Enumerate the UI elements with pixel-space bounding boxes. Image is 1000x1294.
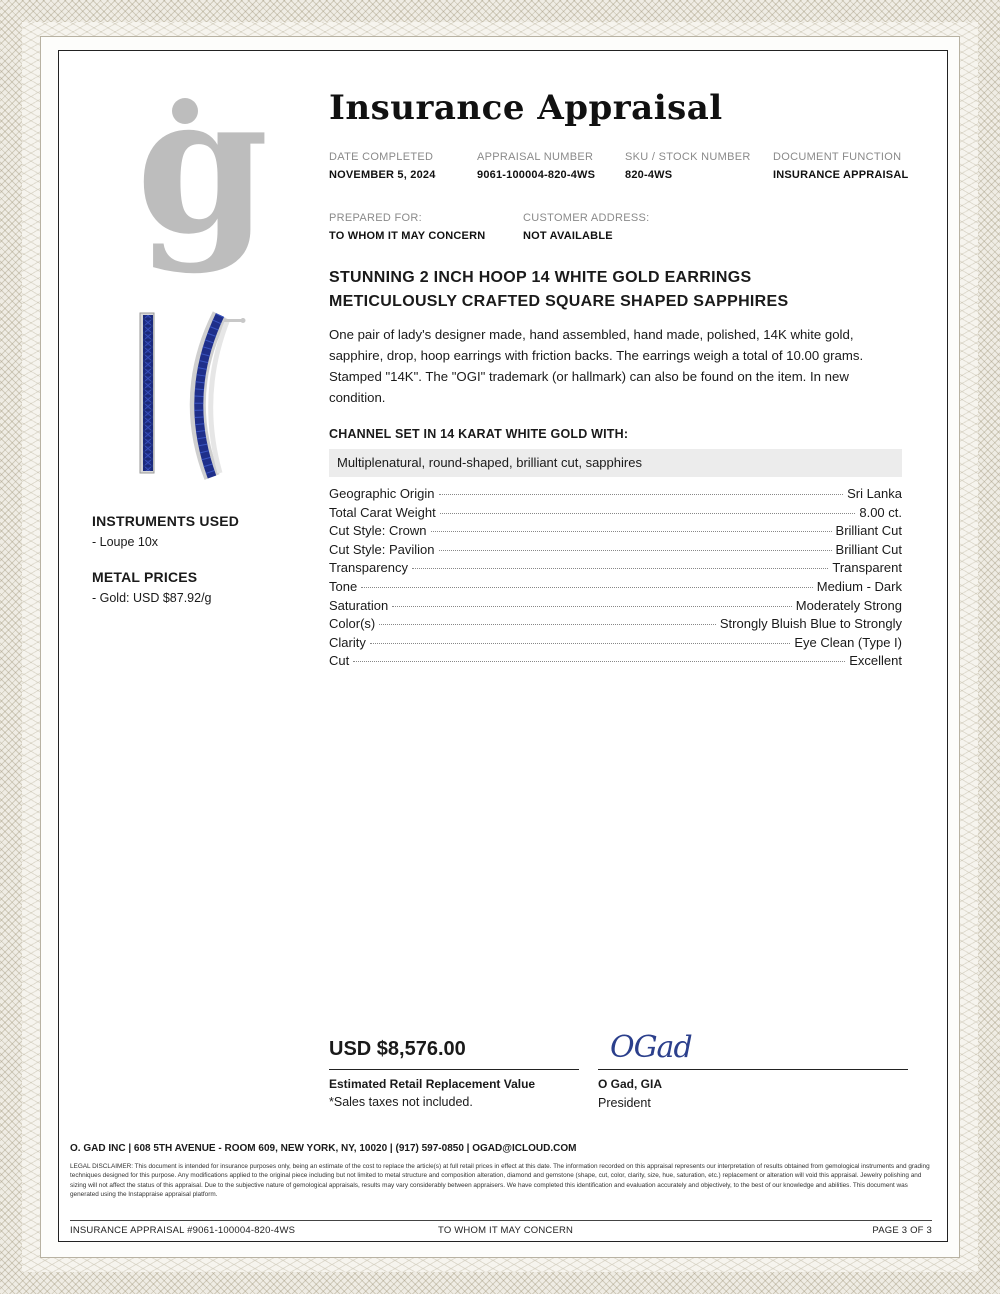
item-description: One pair of lady's designer made, hand assembled, hand made, polished, 14K white gold, sapphire, drop, hoop earrings with friction backs. The earrings weigh a total of 10.00 grams. Stamped "14K". The "OGI" trademark (or hallmark) can also be found on the item. In new condition.	[329, 327, 864, 405]
property-label: Transparency	[329, 560, 408, 576]
meta-label: SKU / STOCK NUMBER	[625, 151, 751, 163]
property-row	[329, 542, 902, 561]
tax-note: *Sales taxes not included.	[329, 1095, 473, 1109]
leader-dots	[353, 661, 845, 662]
signature-line	[598, 1069, 908, 1070]
property-value: Medium - Dark	[816, 578, 902, 594]
property-label: Cut Style: Crown	[329, 523, 427, 539]
stone-summary: Multiplenatural, round-shaped, brilliant cut, sapphires	[329, 449, 902, 477]
property-row	[329, 635, 902, 654]
leader-dots	[370, 643, 791, 644]
item-heading-line-2: METICULOUSLY CRAFTED SQUARE SHAPED SAPPHIRES	[329, 293, 789, 310]
property-label: Color(s)	[329, 616, 376, 632]
instruments-value: - Loupe 10x	[92, 535, 159, 549]
gemstone-properties	[329, 486, 902, 672]
prepared-for-value: TO WHOM IT MAY CONCERN	[329, 230, 486, 242]
item-heading	[329, 266, 889, 314]
setting-heading: CHANNEL SET IN 14 KARAT WHITE GOLD WITH:	[329, 427, 629, 441]
value-divider	[329, 1069, 579, 1070]
company-contact-line: O. GAD INC | 608 5TH AVENUE - ROOM 609, NEW YORK, NY, 10020 | (917) 597-0850 | OGAD@ICLOUD.COM	[70, 1143, 577, 1154]
leader-dots	[439, 550, 832, 551]
property-row	[329, 653, 902, 672]
property-label: Clarity	[329, 634, 366, 650]
meta-appraisal-number	[477, 151, 595, 181]
prepared-for-label: PREPARED FOR:	[329, 212, 422, 224]
leader-dots	[431, 531, 832, 532]
item-heading-line-1: STUNNING 2 INCH HOOP 14 WHITE GOLD EARRINGS	[329, 269, 752, 286]
customer-address-value: NOT AVAILABLE	[523, 230, 613, 242]
property-label: Cut Style: Pavilion	[329, 541, 435, 557]
meta-value: 820-4WS	[625, 169, 673, 181]
property-label: Cut	[329, 653, 350, 669]
property-row	[329, 579, 902, 598]
leader-dots	[439, 494, 844, 495]
footer-page-number: PAGE 3 OF 3	[872, 1225, 932, 1236]
earrings-product-image	[120, 305, 270, 490]
retail-value-amount: USD $8,576.00	[329, 1038, 466, 1060]
metal-prices-heading: METAL PRICES	[92, 569, 198, 585]
property-value: Eye Clean (Type I)	[794, 634, 902, 650]
footer-appraisal-ref: INSURANCE APPRAISAL #9061-100004-820-4WS	[70, 1225, 296, 1236]
property-value: Brilliant Cut	[835, 523, 902, 539]
document-title: Insurance Appraisal	[329, 88, 723, 128]
property-value: Moderately Strong	[795, 597, 902, 613]
property-label: Saturation	[329, 597, 389, 613]
footer-recipient: TO WHOM IT MAY CONCERN	[438, 1225, 574, 1236]
property-label: Total Carat Weight	[329, 504, 436, 520]
signatory-name: O Gad, GIA	[598, 1077, 663, 1091]
meta-sku	[625, 151, 751, 181]
property-row	[329, 598, 902, 617]
metal-prices-value: - Gold: USD $87.92/g	[92, 591, 212, 605]
customer-address	[523, 212, 650, 242]
property-value: Sri Lanka	[847, 486, 902, 501]
property-row	[329, 486, 902, 505]
legal-disclaimer: LEGAL DISCLAIMER: This document is intended for insurance purposes only, being an estimate of the cost to replace the article(s) at full retail prices in effect at this date. The information recorded on this appraisal represents our interpretation of results obtained from gemological instruments and grading techniques designed for this purpose. Any modifications applied to the original piece including but not limited to metal structure and composition alteration, diamond and gemstone (shape, cut, color, clarity, size, hue, saturation, etc.) replacement or alteration will void this appraisal. Jewelry polishing and sizing will not affect the status of this appraisal. Due to the subjective nature of gemological appraisals, results may vary considerably between appraisers. We have completed this identification and evaluation accurately and objectively, to the best of our knowledge and abilities. This document was generated using the Instappraise appraisal platform.	[70, 1163, 930, 1199]
property-label: Tone	[329, 578, 358, 594]
meta-date-completed	[329, 151, 436, 181]
meta-value: NOVEMBER 5, 2024	[329, 169, 436, 181]
property-row	[329, 523, 902, 542]
meta-label: DATE COMPLETED	[329, 151, 434, 163]
customer-address-label: CUSTOMER ADDRESS:	[523, 212, 650, 224]
meta-document-function	[773, 151, 908, 181]
meta-value: 9061-100004-820-4WS	[477, 169, 596, 181]
property-row	[329, 505, 902, 524]
footer-divider	[70, 1220, 932, 1221]
property-label: Geographic Origin	[329, 486, 435, 501]
property-value: Excellent	[849, 653, 902, 669]
instruments-heading: INSTRUMENTS USED	[92, 513, 240, 529]
leader-dots	[440, 513, 856, 514]
leader-dots	[361, 587, 813, 588]
meta-value: INSURANCE APPRAISAL	[773, 169, 909, 181]
property-value: Transparent	[832, 560, 902, 576]
prepared-for	[329, 212, 485, 242]
leader-dots	[379, 624, 716, 625]
property-value: Brilliant Cut	[835, 541, 902, 557]
meta-label: DOCUMENT FUNCTION	[773, 151, 902, 163]
leader-dots	[412, 568, 828, 569]
meta-label: APPRAISAL NUMBER	[477, 151, 594, 163]
leader-dots	[392, 606, 792, 607]
retail-value-label: Estimated Retail Replacement Value	[329, 1077, 536, 1091]
signature: OGad	[610, 1030, 692, 1065]
property-value: Strongly Bluish Blue to Strongly	[719, 616, 902, 632]
company-logo: g	[136, 53, 269, 276]
signatory-title: President	[598, 1096, 651, 1110]
property-row	[329, 560, 902, 579]
property-value: 8.00 ct.	[859, 504, 902, 520]
property-row	[329, 616, 902, 635]
